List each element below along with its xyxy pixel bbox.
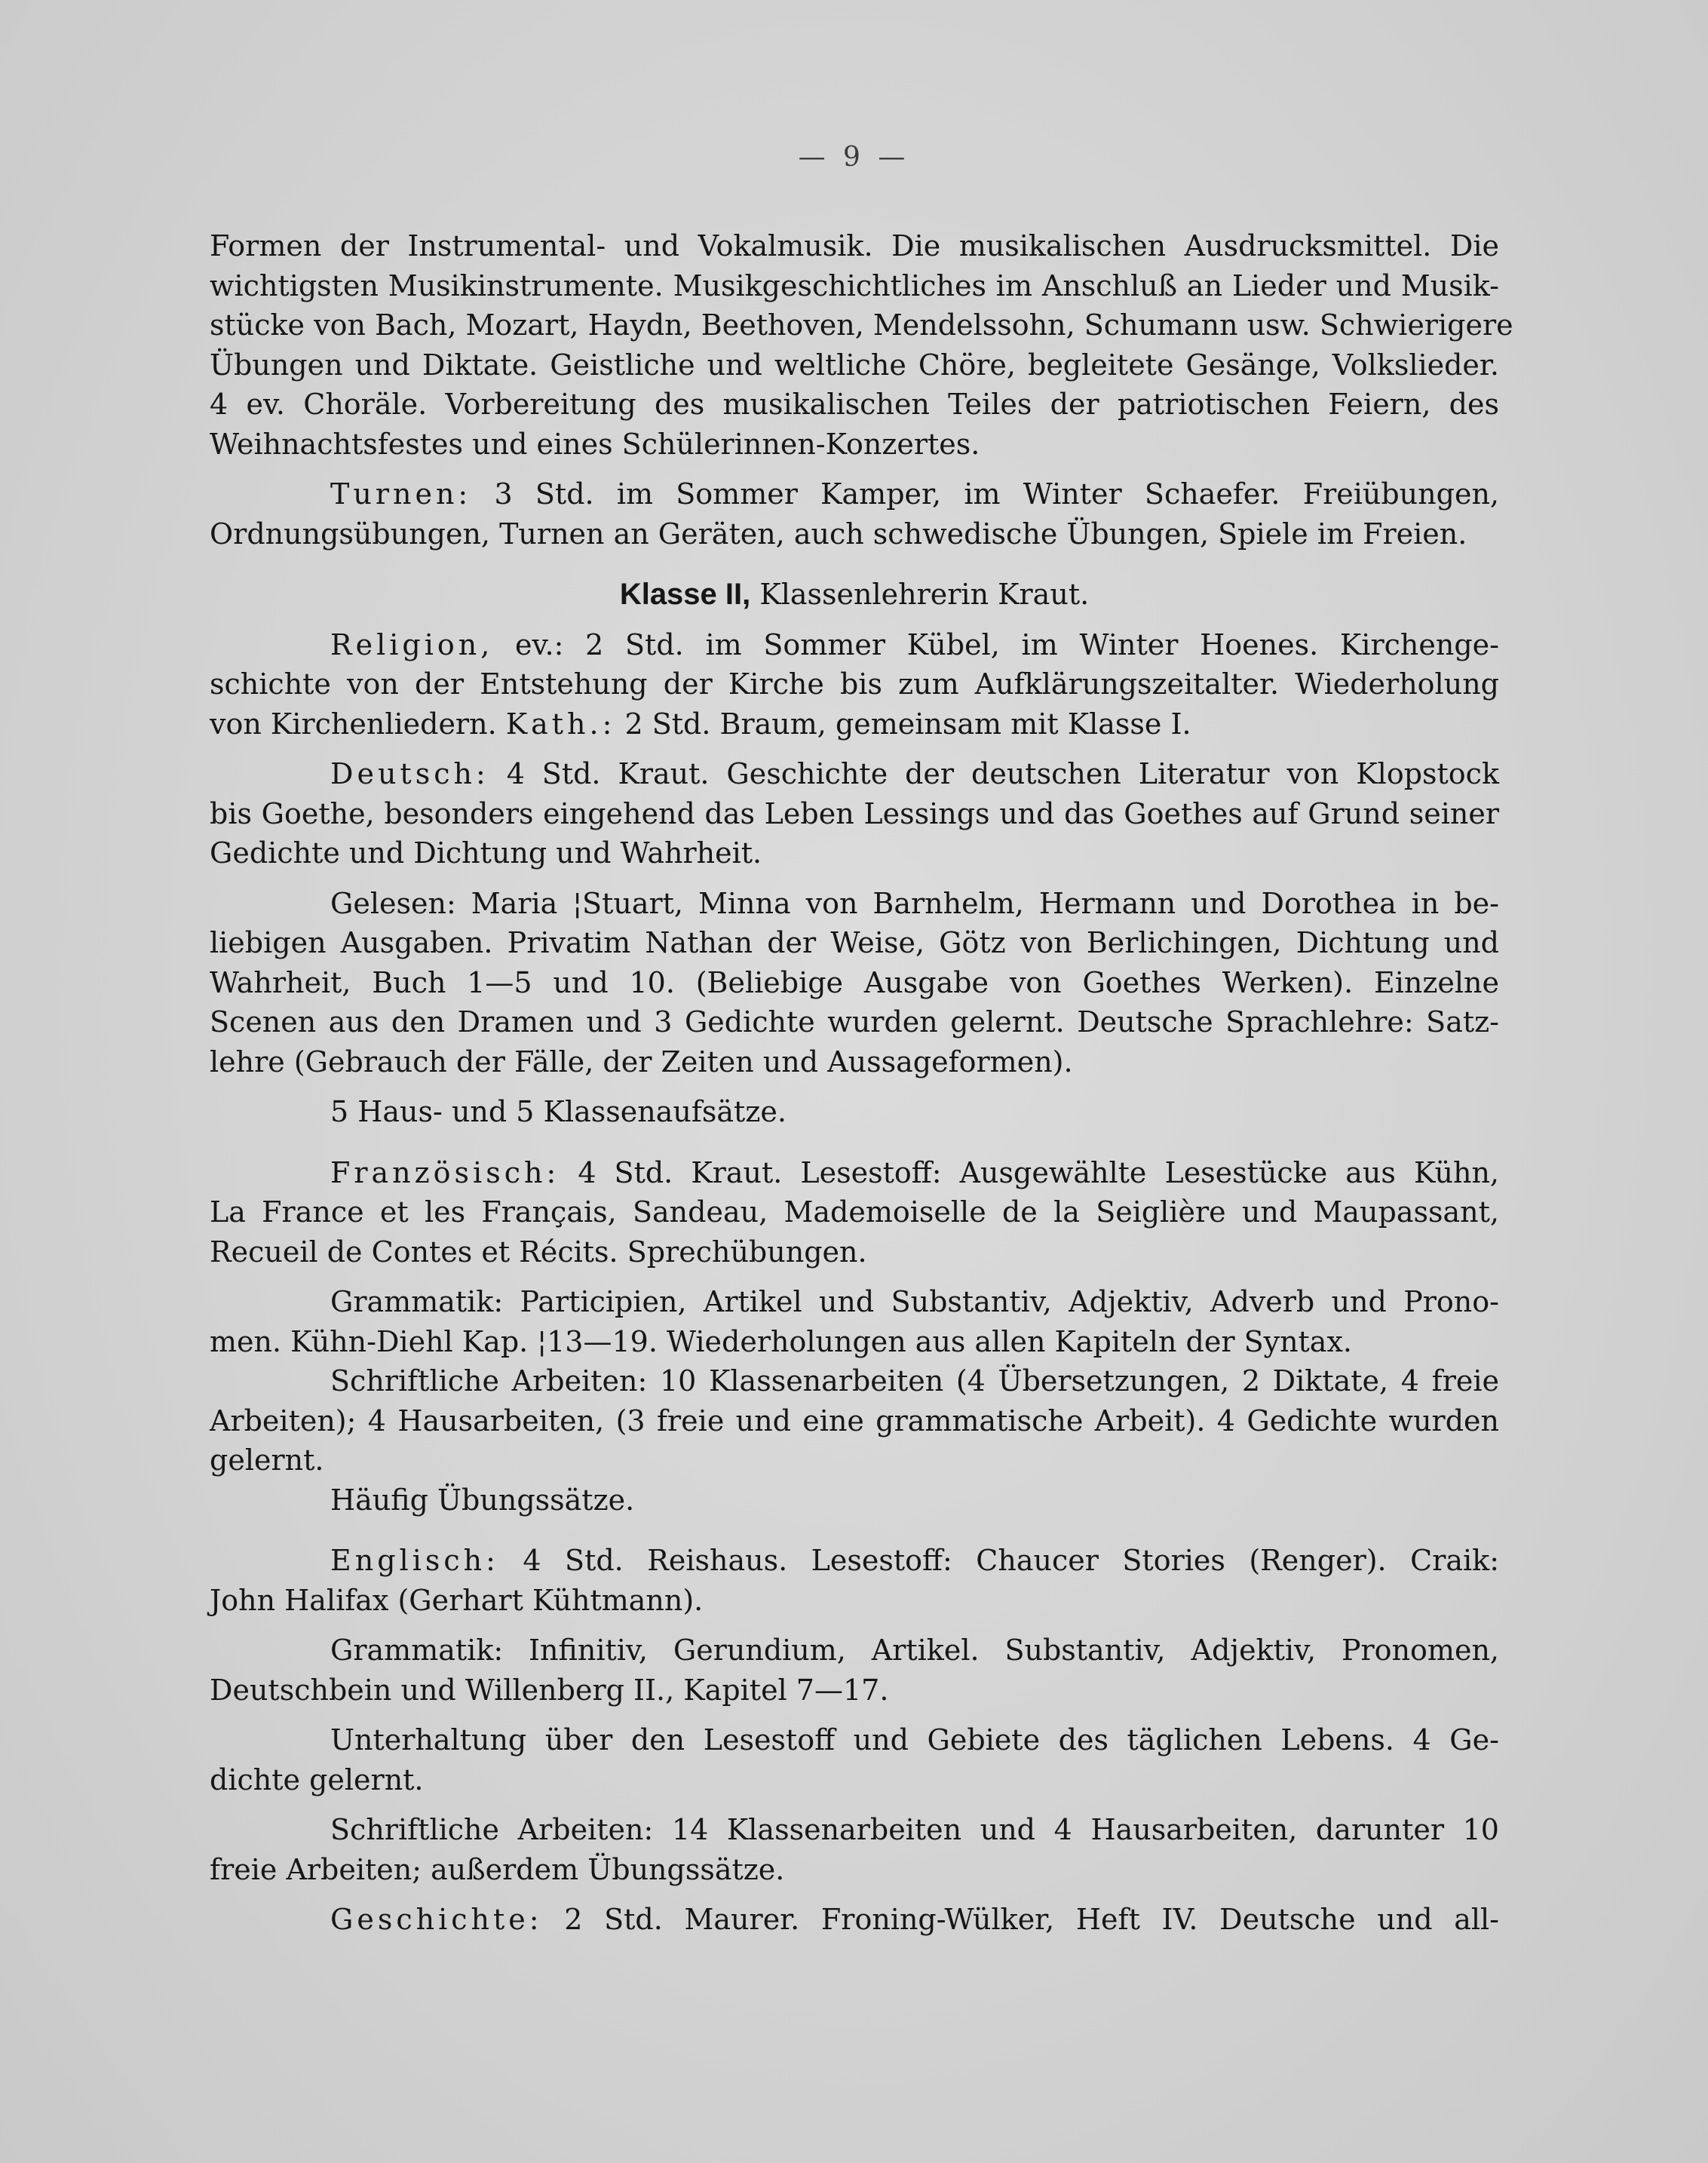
- text-line: La France et les Français, Sandeau, Mademoiselle de la Seiglière und Maupassant,: [210, 1195, 1499, 1229]
- text-line: lehre (Gebrauch der Fälle, der Zeiten und Aussageformen).: [210, 1045, 1073, 1078]
- text-line: Deutsch: 4 Std. Kraut. Geschichte der deutschen Literatur von Klopstock: [330, 757, 1499, 790]
- text-line: 5 Haus- und 5 Klassenaufsätze.: [330, 1095, 787, 1128]
- page-number: — 9 —: [798, 142, 910, 173]
- text-line: gelernt.: [210, 1444, 324, 1477]
- subject-label-englisch: Englisch:: [330, 1544, 499, 1577]
- paragraph-aufsaetze: [210, 1092, 1499, 1132]
- text-line: dichte gelernt.: [210, 1763, 424, 1796]
- text-line: Scenen aus den Dramen und 3 Gedichte wurden gelernt. Deutsche Sprachlehre: Satz-: [210, 1005, 1499, 1039]
- text-line: von Kirchenliedern. Kath.: 2 Std. Braum, gemeinsam mit Klasse I.: [210, 707, 1191, 741]
- text-line: Französisch: 4 Std. Kraut. Lesestoff: Ausgewählte Lesestücke aus Kühn,: [330, 1155, 1499, 1189]
- paragraph-deutsch: [210, 754, 1499, 873]
- text-line: liebigen Ausgaben. Privatim Nathan der Weise, Götz von Berlichingen, Dichtung und: [210, 926, 1499, 959]
- text-line: Häufig Übungssätze.: [330, 1483, 635, 1517]
- paragraph-franzoesisch: [210, 1153, 1499, 1272]
- paragraph-grammatik-en: [210, 1631, 1499, 1710]
- text-line: men. Kühn-Diehl Kap. ¦13—19. Wiederholungen aus allen Kapiteln der Syntax.: [210, 1324, 1352, 1358]
- heading-klasse: Klasse II,: [619, 578, 751, 611]
- paragraph-haeufig: [210, 1480, 1499, 1520]
- text-line: Recueil de Contes et Récits. Sprechübungen.: [210, 1235, 867, 1269]
- text-line: Schriftliche Arbeiten: 14 Klassenarbeiten und 4 Hausarbeiten, darunter 10: [330, 1813, 1499, 1846]
- text-line: Deutschbein und Willenberg II., Kapitel 7—17.: [210, 1673, 889, 1707]
- text-line: Geschichte: 2 Std. Maurer. Froning-Wülker, Heft IV. Deutsche und all-: [330, 1903, 1499, 1936]
- paragraph-grammatik-fr: [210, 1282, 1499, 1361]
- subject-label-religion: Religion,: [330, 627, 494, 661]
- section-heading-klasse: [210, 575, 1499, 615]
- text-line: Formen der Instrumental- und Vokalmusik. Die musikalischen Ausdrucksmittel. Die: [210, 229, 1499, 262]
- paragraph-schriftlich-fr: [210, 1361, 1499, 1480]
- text-line: Turnen: 3 Std. im Sommer Kamper, im Winter Schaefer. Freiübungen,: [330, 477, 1499, 511]
- text-line: Grammatik: Participien, Artikel und Substantiv, Adjektiv, Adverb und Prono-: [330, 1285, 1499, 1318]
- paragraph-geschichte: [210, 1900, 1499, 1940]
- text-line: Schriftliche Arbeiten: 10 Klassenarbeiten (4 Übersetzungen, 2 Diktate, 4 freie: [330, 1364, 1499, 1398]
- text-line: Religion, ev.: 2 Std. im Sommer Kübel, im Winter Hoenes. Kirchenge-: [330, 627, 1499, 661]
- subject-label-geschichte: Geschichte:: [330, 1903, 543, 1936]
- heading-teacher: Klassenlehrerin Kraut.: [750, 578, 1090, 611]
- paragraph-englisch: [210, 1541, 1499, 1620]
- text-line: Grammatik: Infinitiv, Gerundium, Artikel. Substantiv, Adjektiv, Pronomen,: [330, 1634, 1499, 1667]
- text-line: freie Arbeiten; außerdem Übungssätze.: [210, 1852, 785, 1886]
- text-line: Ordnungsübungen, Turnen an Geräten, auch schwedische Übungen, Spiele im Freien.: [210, 517, 1467, 551]
- text-line: Arbeiten); 4 Hausarbeiten, (3 freie und eine grammatische Arbeit). 4 Gedichte wurden: [210, 1404, 1499, 1437]
- text-line: wichtigsten Musikinstrumente. Musikgeschichtliches im Anschluß an Lieder und Musik-: [210, 268, 1499, 302]
- subject-label-deutsch: Deutsch:: [330, 757, 489, 790]
- text-line: Englisch: 4 Std. Reishaus. Lesestoff: Chaucer Stories (Renger). Craik:: [330, 1544, 1499, 1577]
- text-line: Weihnachtsfestes und eines Schülerinnen-Konzertes.: [210, 427, 980, 461]
- text-line: John Halifax (Gerhart Kühtmann).: [210, 1583, 704, 1617]
- text-line: Unterhaltung über den Lesestoff und Gebiete des täglichen Lebens. 4 Ge-: [330, 1723, 1499, 1756]
- text-line: bis Goethe, besonders eingehend das Leben Lessings und das Goethes auf Grund seiner: [210, 796, 1499, 830]
- paragraph-gelesen: [210, 884, 1499, 1082]
- paragraph-schriftlich-en: [210, 1810, 1499, 1889]
- text-line: Gedichte und Dichtung und Wahrheit.: [210, 836, 762, 870]
- text-line: Wahrheit, Buch 1—5 und 10. (Beliebige Ausgabe von Goethes Werken). Einzelne: [210, 965, 1499, 999]
- paragraph-music: [210, 226, 1513, 464]
- paragraph-unterhaltung: [210, 1720, 1499, 1799]
- subject-label-turnen: Turnen:: [330, 477, 472, 511]
- body-text: [210, 226, 1513, 1940]
- text-line: Gelesen: Maria ¦Stuart, Minna von Barnhelm, Hermann und Dorothea in be-: [330, 886, 1499, 920]
- text-line: Übungen und Diktate. Geistliche und weltliche Chöre, begleitete Gesänge, Volkslieder.: [210, 348, 1499, 382]
- text-line: 4 ev. Choräle. Vorbereitung des musikalischen Teiles der patriotischen Feiern, des: [210, 388, 1499, 421]
- subject-label-kath: Kath.:: [505, 707, 616, 741]
- text-line: stücke von Bach, Mozart, Haydn, Beethoven, Mendelssohn, Schumann usw. Schwierigere: [210, 308, 1513, 342]
- subject-label-franzoesisch: Französisch:: [330, 1155, 560, 1189]
- paragraph-turnen: [210, 474, 1499, 554]
- paragraph-religion: [210, 625, 1499, 744]
- text-line: schichte von der Entstehung der Kirche bis zum Aufklärungszeitalter. Wiederholung: [210, 667, 1499, 701]
- heading-line: [210, 575, 1499, 615]
